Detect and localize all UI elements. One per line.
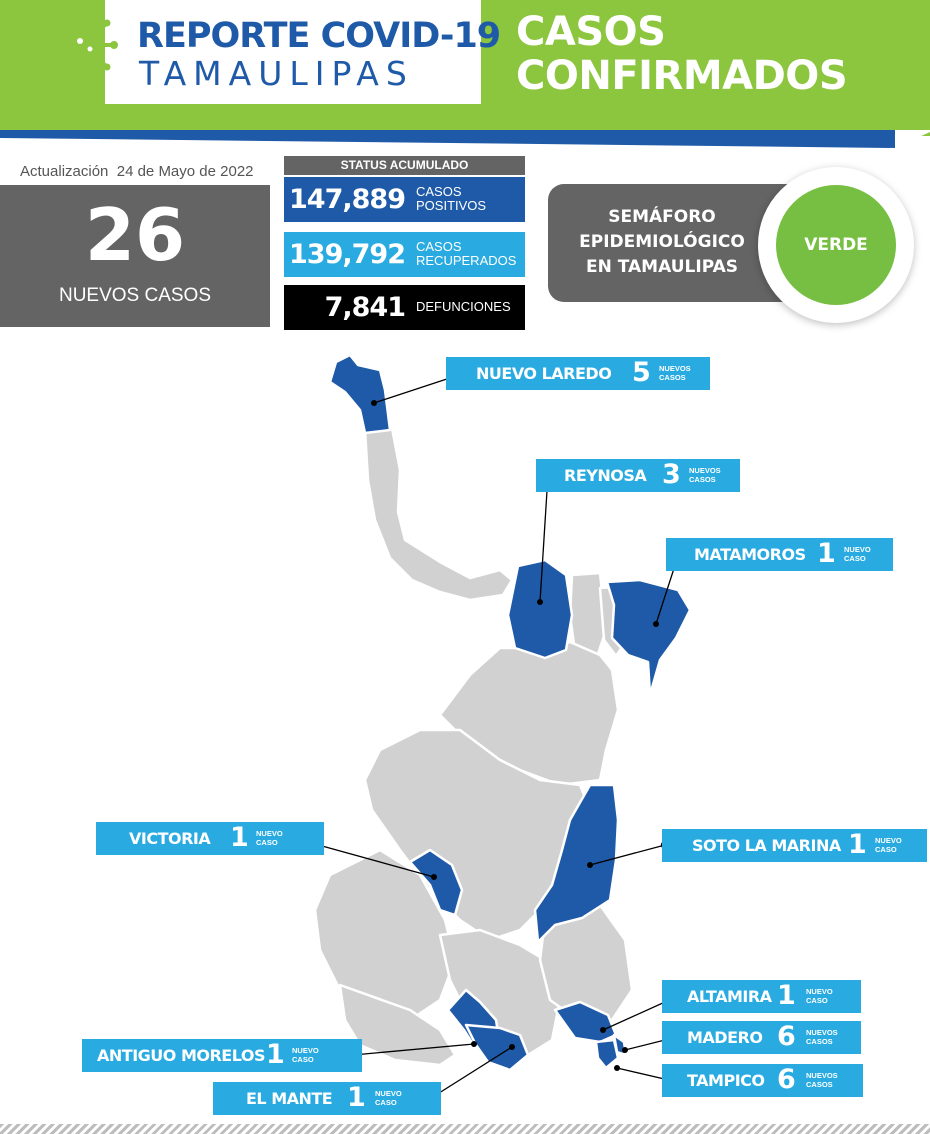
muni-count: 6 <box>777 1064 796 1095</box>
muni-unit-line1: NUEVO <box>375 1089 402 1098</box>
muni-unit-line1: NUEVO <box>844 545 871 554</box>
map-reynosa <box>508 560 572 658</box>
muni-count: 3 <box>662 459 681 490</box>
muni-count: 1 <box>848 829 867 860</box>
muni-unit-line2: CASO <box>844 554 866 563</box>
muni-unit <box>256 829 283 847</box>
muni-unit-line2: CASO <box>292 1055 314 1064</box>
muni-unit-line1: NUEVO <box>256 829 283 838</box>
muni-unit-line1: NUEVO <box>806 987 833 996</box>
defunciones-value: 7,841 <box>324 292 405 323</box>
footer-hatch <box>0 1124 930 1134</box>
update-date-value: 24 de Mayo de 2022 <box>116 163 254 180</box>
label-altamira <box>662 980 861 1013</box>
map-matamoros <box>607 580 690 695</box>
pin-victoria <box>431 874 437 880</box>
muni-name: VICTORIA <box>129 829 211 848</box>
muni-unit-line2: CASO <box>375 1098 397 1107</box>
muni-unit-line2: CASOS <box>806 1037 833 1046</box>
map-nuevo-laredo <box>330 355 390 433</box>
muni-name: SOTO LA MARINA <box>692 836 841 855</box>
muni-name: MADERO <box>687 1028 763 1047</box>
muni-unit-line2: CASOS <box>659 373 686 382</box>
recuperados-label <box>416 240 516 268</box>
semaforo-line1: SEMÁFORO <box>608 207 716 227</box>
muni-name: REYNOSA <box>564 466 647 485</box>
pin-madero <box>622 1047 628 1053</box>
muni-unit <box>806 1028 838 1046</box>
muni-unit-line1: NUEVOS <box>689 466 721 475</box>
positivos-label-line1: CASOS <box>416 184 462 199</box>
label-tampico <box>662 1064 863 1097</box>
muni-unit <box>806 987 833 1005</box>
section-title-line1: CASOS <box>516 9 666 55</box>
muni-unit <box>875 836 902 854</box>
muni-name: ANTIGUO MORELOS <box>97 1046 265 1065</box>
muni-unit-line1: NUEVOS <box>806 1028 838 1037</box>
muni-unit <box>844 545 871 563</box>
status-heading: STATUS ACUMULADO <box>284 156 525 175</box>
report-subtitle: TAMAULIPAS <box>139 54 414 93</box>
semaforo-line2: EPIDEMIOLÓGICO <box>579 232 745 252</box>
muni-count: 1 <box>266 1039 285 1070</box>
label-antiguo-morelos <box>82 1039 362 1072</box>
pin-el-mante <box>509 1044 515 1050</box>
recuperados-value: 139,792 <box>289 239 405 270</box>
recuperados-label-line2: RECUPERADOS <box>416 253 517 268</box>
virus-icon <box>52 12 118 78</box>
label-madero <box>662 1021 861 1054</box>
map-tampico <box>596 1040 618 1068</box>
label-el-mante <box>213 1082 441 1115</box>
update-date <box>20 163 254 180</box>
label-matamoros <box>666 538 893 571</box>
pin-altamira <box>600 1027 606 1033</box>
status-defunciones <box>284 285 525 330</box>
muni-unit <box>375 1089 402 1107</box>
pin-matamoros <box>653 621 659 627</box>
pin-tampico <box>614 1065 620 1071</box>
defunciones-label: DEFUNCIONES <box>416 299 511 314</box>
section-title <box>516 10 847 98</box>
semaforo-light: VERDE <box>776 185 896 305</box>
pin-nuevo-laredo <box>371 400 377 406</box>
semaforo-label <box>562 205 762 280</box>
status-positivos <box>284 177 525 222</box>
muni-name: MATAMOROS <box>694 545 806 564</box>
label-soto-la-marina <box>662 829 927 862</box>
muni-unit <box>292 1046 319 1064</box>
header-stripe <box>0 130 930 152</box>
muni-name: NUEVO LAREDO <box>476 364 612 383</box>
new-cases-box <box>0 185 270 327</box>
positivos-label-line2: POSITIVOS <box>416 198 487 213</box>
muni-unit-line2: CASOS <box>689 475 716 484</box>
muni-count: 1 <box>777 980 796 1011</box>
muni-count: 5 <box>632 357 651 388</box>
muni-unit <box>806 1071 838 1089</box>
label-victoria <box>96 822 324 855</box>
new-cases-number: 26 <box>84 193 186 277</box>
muni-count: 1 <box>817 538 836 569</box>
muni-unit-line2: CASOS <box>806 1080 833 1089</box>
new-cases-label: NUEVOS CASOS <box>58 285 212 306</box>
muni-unit <box>689 466 721 484</box>
muni-unit-line2: CASO <box>256 838 278 847</box>
label-nuevo-laredo <box>446 357 710 390</box>
positivos-label <box>416 185 486 213</box>
muni-unit-line1: NUEVOS <box>806 1071 838 1080</box>
recuperados-label-line1: CASOS <box>416 239 462 254</box>
muni-unit <box>659 364 691 382</box>
muni-name: TAMPICO <box>687 1071 765 1090</box>
muni-unit-line2: CASO <box>806 996 828 1005</box>
positivos-value: 147,889 <box>289 184 405 215</box>
update-label: Actualización <box>20 163 109 180</box>
muni-unit-line2: CASO <box>875 845 897 854</box>
report-title: REPORTE COVID-19 <box>137 16 501 56</box>
status-recuperados <box>284 232 525 277</box>
pin-antiguo-morelos <box>471 1041 477 1047</box>
label-reynosa <box>536 459 740 492</box>
semaforo-line3: EN TAMAULIPAS <box>585 257 738 277</box>
muni-count: 1 <box>347 1082 366 1113</box>
muni-count: 1 <box>230 822 249 853</box>
muni-name: EL MANTE <box>246 1089 333 1108</box>
pin-reynosa <box>537 599 543 605</box>
pin-soto-la-marina <box>587 862 593 868</box>
muni-name: ALTAMIRA <box>687 987 772 1006</box>
muni-count: 6 <box>777 1021 796 1052</box>
muni-unit-line1: NUEVO <box>875 836 902 845</box>
muni-unit-line1: NUEVO <box>292 1046 319 1055</box>
section-title-line2: CONFIRMADOS <box>516 53 848 99</box>
map-region-north-strip <box>365 428 512 600</box>
muni-unit-line1: NUEVOS <box>659 364 691 373</box>
